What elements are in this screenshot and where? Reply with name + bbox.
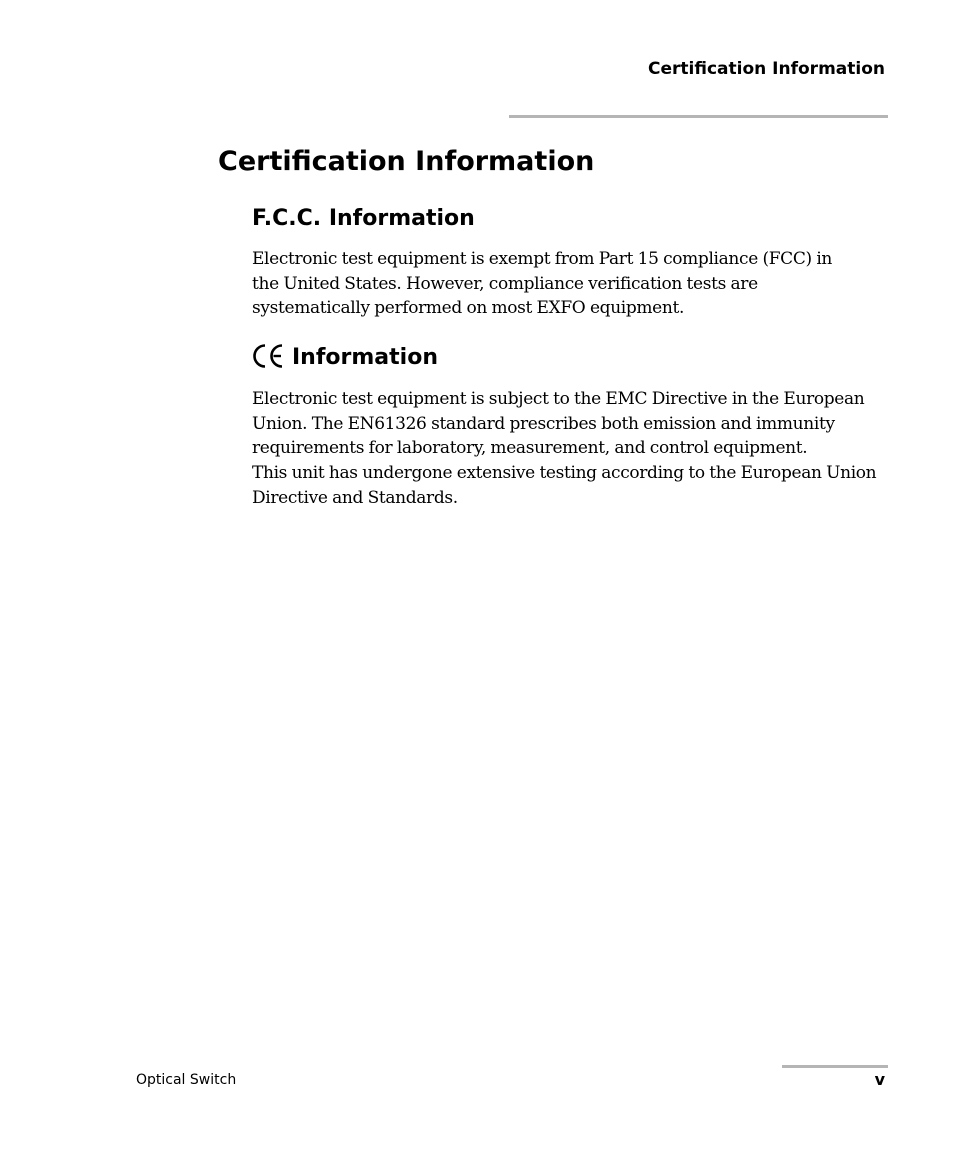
paragraph-line: Electronic test equipment is exempt from Part 15 compliance (FCC) in [252,249,833,269]
fcc-heading: F.C.C. Information [252,206,475,231]
paragraph-line: Union. The EN61326 standard prescribes both emission and immunity [252,413,835,434]
footer-product-name: Optical Switch [136,1072,237,1088]
ce-paragraph [252,461,892,510]
ce-mark-icon [252,343,286,369]
paragraph-line: This unit has undergone extensive testing according to the European Union [252,463,877,483]
header-rule [509,115,888,118]
page-number: v [874,1070,885,1089]
footer-rule [782,1065,888,1068]
paragraph-line: the United States. However, compliance verification tests are [252,273,758,294]
ce-heading-label: Information [292,345,438,370]
paragraph-line: Directive and Standards. [252,487,458,508]
fcc-paragraph [252,247,892,321]
paragraph-line: requirements for laboratory, measurement, and control equipment. [252,438,808,459]
paragraph-line: Electronic test equipment is subject to the EMC Directive in the European [252,389,865,409]
running-header: Certification Information [648,59,885,79]
ce-paragraph [252,387,892,461]
ce-heading [252,343,438,373]
page-title: Certification Information [218,146,595,177]
paragraph-line: systematically performed on most EXFO equipment. [252,298,685,319]
